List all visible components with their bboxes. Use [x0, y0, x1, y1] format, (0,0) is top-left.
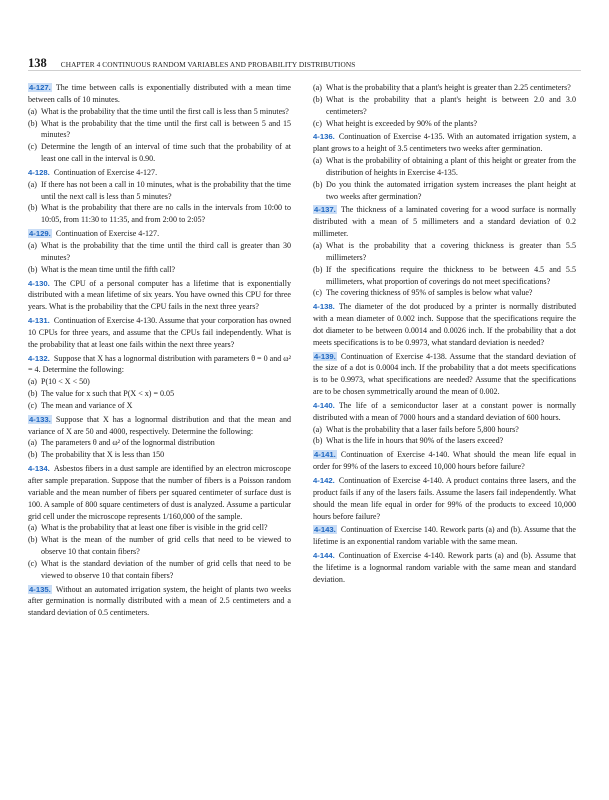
- exercise-statement: [313, 351, 576, 398]
- exercise-4-135: [28, 584, 291, 620]
- exercise-part: [28, 449, 291, 461]
- part-label: (c): [28, 142, 37, 152]
- part-text: What is the probability that a laser fails before 5,800 hours?: [326, 424, 519, 434]
- exercise-number: 4-132.: [28, 353, 50, 363]
- exercise-text: Suppose that X has a lognormal distribution with parameters θ = 0 and ω² = 4. Determine the following:: [28, 353, 291, 375]
- exercise-text: Continuation of Exercise 4-140. What should the mean life equal in order for 99% of the lasers to exceed 10,000 hours before failure?: [313, 450, 576, 472]
- exercise-text: Continuation of Exercise 140. Rework parts (a) and (b). Assume that the lifetime is an exponential random variable with the same mean.: [313, 525, 576, 547]
- exercise-statement: [313, 475, 576, 522]
- exercise-number: 4-140.: [313, 400, 335, 410]
- part-label: (a): [28, 179, 37, 189]
- part-text: What is the mean time until the fifth call?: [41, 264, 176, 274]
- part-label: (a): [28, 106, 37, 116]
- exercise-parts: [28, 376, 291, 412]
- exercise-4-131: [28, 315, 291, 351]
- part-label: (b): [28, 118, 38, 128]
- exercise-4-144: [313, 550, 576, 586]
- exercise-text: Continuation of Exercise 4-140. Rework parts (a) and (b). Assume that the lifetime is a lognormal random variable with the same mean and standard deviation.: [313, 551, 576, 584]
- part-label: (a): [313, 156, 322, 166]
- exercise-4-141: [313, 449, 576, 473]
- part-label: (c): [28, 558, 37, 568]
- exercise-statement: [313, 550, 576, 586]
- exercise-text: Continuation of Exercise 4-127.: [53, 167, 158, 177]
- exercise-part: [28, 141, 291, 165]
- exercise-part: [313, 179, 576, 203]
- exercise-text: Continuation of Exercise 4-135. With an automated irrigation system, a plant grows to a height of 3.5 centimeters two weeks after germination.: [313, 132, 576, 154]
- exercise-text: The life of a semiconductor laser at a constant power is normally distributed with a mean of 7000 hours and a standard deviation of 600 hours.: [313, 400, 576, 422]
- part-label: (a): [313, 83, 322, 92]
- exercise-part: [313, 264, 576, 288]
- part-text: What is the probability that a plant's height is greater than 2.25 centimeters?: [326, 83, 571, 92]
- exercise-part: [28, 202, 291, 226]
- exercise-4-143: [313, 524, 576, 548]
- part-text: What is the life in hours that 90% of the lasers exceed?: [326, 436, 504, 446]
- exercise-number: 4-136.: [313, 132, 335, 142]
- part-text: Determine the length of an interval of time such that the probability of at least one call in the interval is 0.90.: [41, 142, 291, 164]
- exercise-statement: [313, 449, 576, 473]
- exercise-statement: [28, 228, 291, 240]
- part-label: (a): [28, 240, 37, 250]
- exercise-part: [28, 106, 291, 118]
- exercise-4-142: [313, 475, 576, 522]
- exercise-part: [28, 179, 291, 203]
- exercise-number: 4-129.: [29, 229, 51, 239]
- exercise-parts: [313, 82, 576, 129]
- exercise-part: [313, 435, 576, 447]
- exercise-parts: [313, 155, 576, 202]
- part-text: The parameters θ and ω² of the lognormal distribution: [41, 438, 215, 448]
- part-text: If the specifications require the thickness to be between 4.5 and 5.5 millimeters, what proportion of coverings do not meet specifications?: [326, 264, 576, 286]
- exercise-part: [313, 287, 576, 299]
- exercise-part: [28, 522, 291, 534]
- exercise-statement: [28, 353, 291, 377]
- exercise-part: [313, 240, 576, 264]
- exercise-parts: [28, 106, 291, 165]
- part-text: What is the probability that the time until the first call is less than 5 minutes?: [41, 106, 289, 116]
- exercise-number: 4-128.: [28, 167, 50, 177]
- right-column: [313, 82, 576, 588]
- exercise-parts: [313, 424, 576, 448]
- exercise-statement: [313, 400, 576, 424]
- exercise-4-136: [313, 131, 576, 202]
- left-column: [28, 82, 291, 621]
- exercise-parts: [28, 522, 291, 581]
- exercise-part: [313, 155, 576, 179]
- part-label: (b): [313, 436, 323, 446]
- exercise-statement: [313, 204, 576, 240]
- part-label: (b): [28, 450, 38, 460]
- part-label: (b): [313, 179, 323, 189]
- part-label: (a): [313, 240, 322, 250]
- exercise-text: Continuation of Exercise 4-138. Assume that the standard deviation of the size of a dot is 0.0004 inch. If the probability that a dot meets specifications is to be 0.9973, what specifications are needed? Assume that the specifications are to be chosen symmetrically around the mean of 0.002.: [313, 351, 576, 397]
- exercise-statement: [28, 414, 291, 438]
- part-text: The mean and variance of X: [41, 400, 133, 410]
- part-text: What is the probability that a plant's height is between 2.0 and 3.0 centimeters?: [326, 94, 576, 116]
- part-text: What is the standard deviation of the number of grid cells that need to be viewed to observe 10 that contain fibers?: [41, 558, 291, 580]
- exercise-text: Asbestos fibers in a dust sample are identified by an electron microscope after sample preparation. Suppose that the number of fibers is a Poisson random variable and the mean number of fibers per squared centimeter of surface dust is 100. A sample of 800 square centimeters of dust is analyzed. Assume a particular grid cell under the microscope represents 1/160,000 of the sample.: [28, 464, 291, 521]
- exercise-text: The diameter of the dot produced by a printer is normally distributed with a mean diameter of 0.002 inch. Suppose that the specifications require the dot diameter to be between 0.0014 and 0.0026 inch. If the probability that a dot meets specifications is to be 0.9973, what standard deviation is needed?: [313, 302, 576, 347]
- exercise-text: Without an automated irrigation system, the height of plants two weeks after germination is normally distributed with a mean of 2.5 centimeters and a standard deviation of 0.5 centimeters.: [28, 584, 291, 618]
- exercise-text: Suppose that X has a lognormal distribution and that the mean and variance of X are 50 and 4000, respectively. Determine the following:: [28, 414, 291, 436]
- exercise-number: 4-139.: [314, 351, 336, 361]
- exercise-number: 4-127.: [29, 83, 51, 92]
- exercise-number: 4-138.: [313, 302, 335, 312]
- exercise-statement: [28, 463, 291, 522]
- part-label: (c): [313, 288, 322, 298]
- part-text: The probability that X is less than 150: [41, 450, 165, 460]
- exercise-number: 4-141.: [314, 450, 336, 460]
- exercise-statement: [28, 315, 291, 351]
- exercise-4-132: [28, 353, 291, 412]
- exercise-text: Continuation of Exercise 4-127.: [55, 229, 160, 239]
- exercise-part: [28, 400, 291, 412]
- exercise-number: 4-133.: [29, 414, 51, 424]
- part-label: (a): [28, 377, 37, 387]
- part-label: (b): [28, 264, 38, 274]
- exercise-4-128: [28, 167, 291, 226]
- exercise-number: 4-131.: [28, 316, 50, 326]
- exercise-parts: [313, 240, 576, 299]
- exercise-4-138: [313, 301, 576, 348]
- exercise-number: 4-144.: [313, 551, 335, 561]
- part-label: (a): [28, 438, 37, 448]
- exercise-part: [28, 388, 291, 400]
- exercise-part: [28, 118, 291, 142]
- part-label: (b): [28, 389, 38, 399]
- running-header: [28, 56, 581, 71]
- exercise-part: [313, 94, 576, 118]
- part-label: (a): [313, 424, 322, 434]
- exercise-part: [28, 376, 291, 388]
- exercise-statement: [313, 524, 576, 548]
- exercise-4-139: [313, 351, 576, 398]
- exercise-number: 4-135.: [29, 584, 51, 594]
- exercise-number: 4-142.: [313, 476, 335, 485]
- exercise-text: Continuation of Exercise 4-130. Assume that your corporation has owned 10 CPUs for three years, and assume that the CPUs fail independently. What is the probability that at least one fails within the next three years?: [28, 316, 291, 349]
- part-label: (b): [313, 94, 323, 104]
- exercise-part: [313, 424, 576, 436]
- exercise-text: The time between calls is exponentially distributed with a mean time between calls of 10 minutes.: [28, 83, 291, 104]
- exercise-text: The thickness of a laminated covering for a wood surface is normally distributed with a mean of 5 millimeters and a standard deviation of 0.2 millimeter.: [313, 205, 576, 239]
- exercise-part: [313, 82, 576, 94]
- exercise-statement: [313, 301, 576, 348]
- exercise-4-134: [28, 463, 291, 581]
- part-text: What height is exceeded by 90% of the plants?: [326, 118, 478, 128]
- page-number: 138: [28, 56, 47, 70]
- exercise-4-127: [28, 82, 291, 165]
- exercise-statement: [28, 167, 291, 179]
- exercise-statement: [28, 278, 291, 314]
- exercise-4-129: [28, 228, 291, 275]
- exercise-part: [28, 437, 291, 449]
- exercise-part: [28, 534, 291, 558]
- exercise-part: [28, 264, 291, 276]
- part-text: What is the probability that the time until the third call is greater than 30 minutes?: [41, 240, 291, 262]
- exercise-number: 4-143.: [314, 525, 336, 535]
- part-label: (b): [28, 203, 38, 213]
- exercise-statement: [28, 584, 291, 620]
- part-text: What is the mean of the number of grid cells that need to be viewed to observe 10 that contain fibers?: [41, 535, 291, 557]
- exercise-4-130: [28, 278, 291, 314]
- exercise-4-137: [313, 204, 576, 299]
- chapter-title: CHAPTER 4 CONTINUOUS RANDOM VARIABLES AND PROBABILITY DISTRIBUTIONS: [60, 60, 356, 69]
- part-text: The value for x such that P(X < x) = 0.05: [41, 389, 175, 399]
- exercise-4-133: [28, 414, 291, 461]
- part-label: (a): [28, 523, 37, 533]
- exercise-parts: [28, 179, 291, 226]
- part-text: What is the probability that at least one fiber is visible in the grid cell?: [41, 523, 268, 533]
- exercise-parts: [28, 437, 291, 461]
- part-text: What is the probability that there are no calls in the intervals from 10:00 to 10:05, from 11:30 to 11:35, and from 2:00 to 2:05?: [41, 203, 291, 225]
- exercise-4-135-cont: [313, 82, 576, 129]
- part-text: P(10 < X < 50): [41, 377, 90, 387]
- part-text: The covering thickness of 95% of samples is below what value?: [326, 288, 533, 298]
- exercise-text: Continuation of Exercise 4-140. A product contains three lasers, and the product fails if any of the lasers fails. Assume the lasers fail independently. What should the mean life equal in order for 99% of the products to exceed 10,000 hours before failure?: [313, 476, 576, 521]
- part-text: Do you think the automated irrigation system increases the plant height at two weeks after germination?: [326, 179, 576, 201]
- part-text: What is the probability of obtaining a plant of this height or greater from the distribution of heights in Exercise 4-135.: [326, 156, 576, 177]
- exercise-number: 4-130.: [28, 278, 50, 288]
- exercise-text: The CPU of a personal computer has a lifetime that is exponentially distributed with a mean lifetime of six years. You have owned this CPU for three years. What is the probability that the CPU fails in the next three years?: [28, 278, 291, 312]
- part-label: (c): [313, 118, 322, 128]
- exercise-parts: [28, 240, 291, 276]
- exercise-statement: [313, 131, 576, 155]
- part-label: (b): [313, 264, 323, 274]
- exercise-number: 4-134.: [28, 464, 50, 474]
- part-text: If there has not been a call in 10 minutes, what is the probability that the time until the next call is less than 5 minutes?: [41, 179, 291, 201]
- exercise-part: [28, 240, 291, 264]
- exercise-part: [28, 558, 291, 582]
- part-label: (b): [28, 535, 38, 545]
- exercise-statement: [28, 82, 291, 106]
- exercise-number: 4-137.: [314, 205, 336, 215]
- exercise-part: [313, 118, 576, 130]
- part-label: (c): [28, 400, 37, 410]
- exercise-4-140: [313, 400, 576, 447]
- part-text: What is the probability that a covering thickness is greater than 5.5 millimeters?: [326, 240, 576, 262]
- part-text: What is the probability that the time until the first call is between 5 and 15 minutes?: [41, 118, 291, 140]
